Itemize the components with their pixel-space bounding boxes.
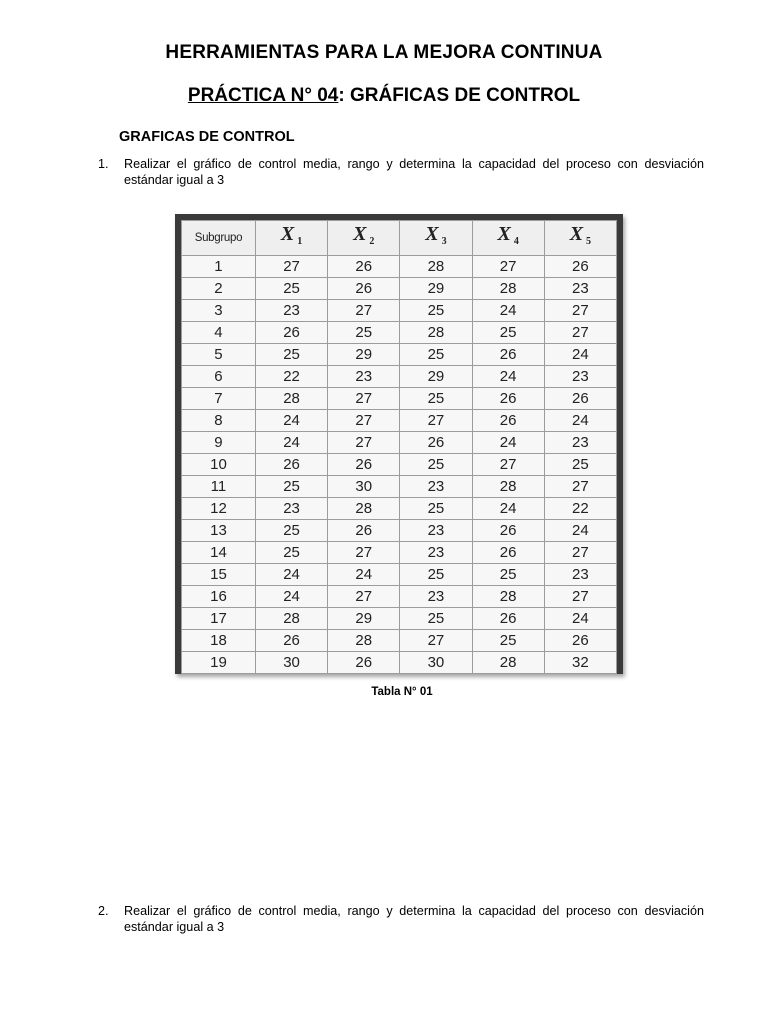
value-cell: 25	[255, 278, 327, 300]
value-cell: 27	[328, 300, 400, 322]
value-cell: 25	[400, 564, 472, 586]
table-caption: Tabla N° 01	[371, 686, 433, 698]
header-x5-symbol: X	[569, 223, 584, 245]
table-row	[182, 344, 617, 366]
table-row	[182, 278, 617, 300]
header-x2	[328, 221, 400, 256]
subgroup-cell: 12	[182, 498, 256, 520]
value-cell: 23	[400, 542, 472, 564]
value-cell: 24	[472, 300, 544, 322]
document-title: HERRAMIENTAS PARA LA MEJORA CONTINUA	[165, 42, 603, 63]
value-cell: 26	[472, 520, 544, 542]
header-x4	[472, 221, 544, 256]
header-x5-index: 5	[586, 236, 592, 247]
value-cell: 24	[544, 608, 616, 630]
value-cell: 28	[472, 652, 544, 674]
value-cell: 26	[328, 278, 400, 300]
header-x4-index: 4	[513, 236, 519, 247]
value-cell: 23	[400, 520, 472, 542]
subgroup-cell: 7	[182, 388, 256, 410]
value-cell: 26	[255, 322, 327, 344]
value-cell: 26	[472, 608, 544, 630]
subgroup-cell: 8	[182, 410, 256, 432]
value-cell: 25	[472, 322, 544, 344]
value-cell: 25	[400, 498, 472, 520]
value-cell: 23	[328, 366, 400, 388]
value-cell: 26	[472, 410, 544, 432]
header-x1	[255, 221, 327, 256]
value-cell: 27	[328, 410, 400, 432]
value-cell: 28	[400, 256, 472, 278]
value-cell: 26	[544, 256, 616, 278]
value-cell: 25	[544, 454, 616, 476]
value-cell: 30	[328, 476, 400, 498]
table-body	[182, 256, 617, 674]
subgroup-cell: 6	[182, 366, 256, 388]
value-cell: 23	[544, 432, 616, 454]
value-cell: 23	[544, 564, 616, 586]
value-cell: 24	[544, 410, 616, 432]
value-cell: 23	[544, 366, 616, 388]
exercise-number: 2.	[98, 904, 109, 918]
practice-number: PRÁCTICA N° 04	[187, 85, 339, 106]
value-cell: 28	[255, 608, 327, 630]
value-cell: 25	[328, 322, 400, 344]
value-cell: 24	[544, 344, 616, 366]
subgroup-cell: 19	[182, 652, 256, 674]
header-x3-symbol: X	[425, 223, 439, 245]
value-cell: 26	[328, 520, 400, 542]
value-cell: 27	[328, 432, 400, 454]
subgroup-cell: 3	[182, 300, 256, 322]
value-cell: 28	[328, 630, 400, 652]
subgroup-cell: 5	[182, 344, 256, 366]
value-cell: 27	[544, 476, 616, 498]
value-cell: 27	[328, 542, 400, 564]
value-cell: 26	[328, 256, 400, 278]
subgroup-cell: 17	[182, 608, 256, 630]
table-row	[182, 542, 617, 564]
value-cell: 22	[255, 366, 327, 388]
table-row	[182, 410, 617, 432]
subgroup-cell: 13	[182, 520, 256, 542]
value-cell: 25	[400, 454, 472, 476]
table-row	[182, 300, 617, 322]
exercise-item-1	[98, 156, 704, 188]
table-row	[182, 256, 617, 278]
value-cell: 28	[400, 322, 472, 344]
value-cell: 27	[544, 542, 616, 564]
value-cell: 29	[328, 344, 400, 366]
value-cell: 24	[472, 498, 544, 520]
value-cell: 28	[472, 476, 544, 498]
header-x3	[400, 221, 472, 256]
value-cell: 25	[400, 608, 472, 630]
header-x1-symbol: X	[280, 223, 295, 245]
value-cell: 30	[400, 652, 472, 674]
value-cell: 27	[544, 300, 616, 322]
value-cell: 26	[400, 432, 472, 454]
value-cell: 26	[544, 630, 616, 652]
value-cell: 26	[328, 454, 400, 476]
value-cell: 32	[544, 652, 616, 674]
value-cell: 24	[544, 520, 616, 542]
table-row	[182, 454, 617, 476]
subgroup-cell: 4	[182, 322, 256, 344]
value-cell: 24	[472, 432, 544, 454]
header-x3-index: 3	[441, 236, 447, 247]
value-cell: 29	[328, 608, 400, 630]
value-cell: 25	[255, 344, 327, 366]
value-cell: 25	[400, 300, 472, 322]
header-subgrupo: Subgrupo	[182, 221, 256, 256]
table-row	[182, 520, 617, 542]
subgroup-cell: 18	[182, 630, 256, 652]
data-table	[181, 220, 617, 674]
table-row	[182, 586, 617, 608]
subgroup-cell: 10	[182, 454, 256, 476]
value-cell: 27	[255, 256, 327, 278]
practice-topic: : GRÁFICAS DE CONTROL	[338, 85, 581, 106]
value-cell: 25	[255, 520, 327, 542]
value-cell: 28	[472, 278, 544, 300]
subgroup-cell: 2	[182, 278, 256, 300]
value-cell: 25	[400, 344, 472, 366]
value-cell: 26	[544, 388, 616, 410]
header-x2-symbol: X	[353, 223, 367, 245]
table-row	[182, 630, 617, 652]
practice-title	[0, 85, 768, 107]
value-cell: 27	[328, 388, 400, 410]
value-cell: 27	[400, 630, 472, 652]
value-cell: 26	[255, 454, 327, 476]
value-cell: 26	[472, 344, 544, 366]
table-row	[182, 498, 617, 520]
value-cell: 29	[400, 278, 472, 300]
value-cell: 23	[255, 498, 327, 520]
value-cell: 25	[472, 630, 544, 652]
table-row	[182, 476, 617, 498]
header-x2-index: 2	[369, 236, 375, 247]
table-row	[182, 322, 617, 344]
value-cell: 24	[255, 432, 327, 454]
value-cell: 26	[255, 630, 327, 652]
data-table-image	[175, 214, 623, 674]
table-row	[182, 388, 617, 410]
value-cell: 24	[255, 586, 327, 608]
value-cell: 25	[255, 476, 327, 498]
value-cell: 27	[544, 322, 616, 344]
header-x1-index: 1	[297, 236, 303, 247]
section-heading: GRAFICAS DE CONTROL	[119, 129, 295, 145]
value-cell: 28	[255, 388, 327, 410]
table-row	[182, 608, 617, 630]
value-cell: 25	[472, 564, 544, 586]
value-cell: 28	[472, 586, 544, 608]
subgroup-cell: 9	[182, 432, 256, 454]
table-header-row	[182, 221, 617, 256]
table-row	[182, 432, 617, 454]
value-cell: 23	[400, 476, 472, 498]
value-cell: 27	[544, 586, 616, 608]
header-x4-symbol: X	[497, 223, 511, 245]
subgroup-cell: 1	[182, 256, 256, 278]
value-cell: 29	[400, 366, 472, 388]
value-cell: 27	[472, 256, 544, 278]
exercise-number: 1.	[98, 157, 109, 171]
exercise-item-2	[98, 903, 704, 935]
value-cell: 27	[472, 454, 544, 476]
exercise-text: Realizar el gráfico de control media, rango y determina la capacidad del proceso con desviación estándar igual a 3	[124, 904, 704, 934]
value-cell: 25	[400, 388, 472, 410]
value-cell: 28	[328, 498, 400, 520]
subgroup-cell: 16	[182, 586, 256, 608]
value-cell: 26	[472, 542, 544, 564]
table-row	[182, 366, 617, 388]
subgroup-cell: 15	[182, 564, 256, 586]
header-x5	[544, 221, 616, 256]
value-cell: 26	[328, 652, 400, 674]
subgroup-cell: 11	[182, 476, 256, 498]
value-cell: 23	[400, 586, 472, 608]
value-cell: 26	[472, 388, 544, 410]
value-cell: 25	[255, 542, 327, 564]
value-cell: 24	[472, 366, 544, 388]
value-cell: 23	[544, 278, 616, 300]
value-cell: 27	[400, 410, 472, 432]
table-row	[182, 652, 617, 674]
value-cell: 24	[328, 564, 400, 586]
value-cell: 27	[328, 586, 400, 608]
value-cell: 22	[544, 498, 616, 520]
value-cell: 23	[255, 300, 327, 322]
value-cell: 24	[255, 564, 327, 586]
value-cell: 30	[255, 652, 327, 674]
value-cell: 24	[255, 410, 327, 432]
table-row	[182, 564, 617, 586]
exercise-text: Realizar el gráfico de control media, rango y determina la capacidad del proceso con desviación estándar igual a 3	[124, 157, 704, 187]
subgroup-cell: 14	[182, 542, 256, 564]
